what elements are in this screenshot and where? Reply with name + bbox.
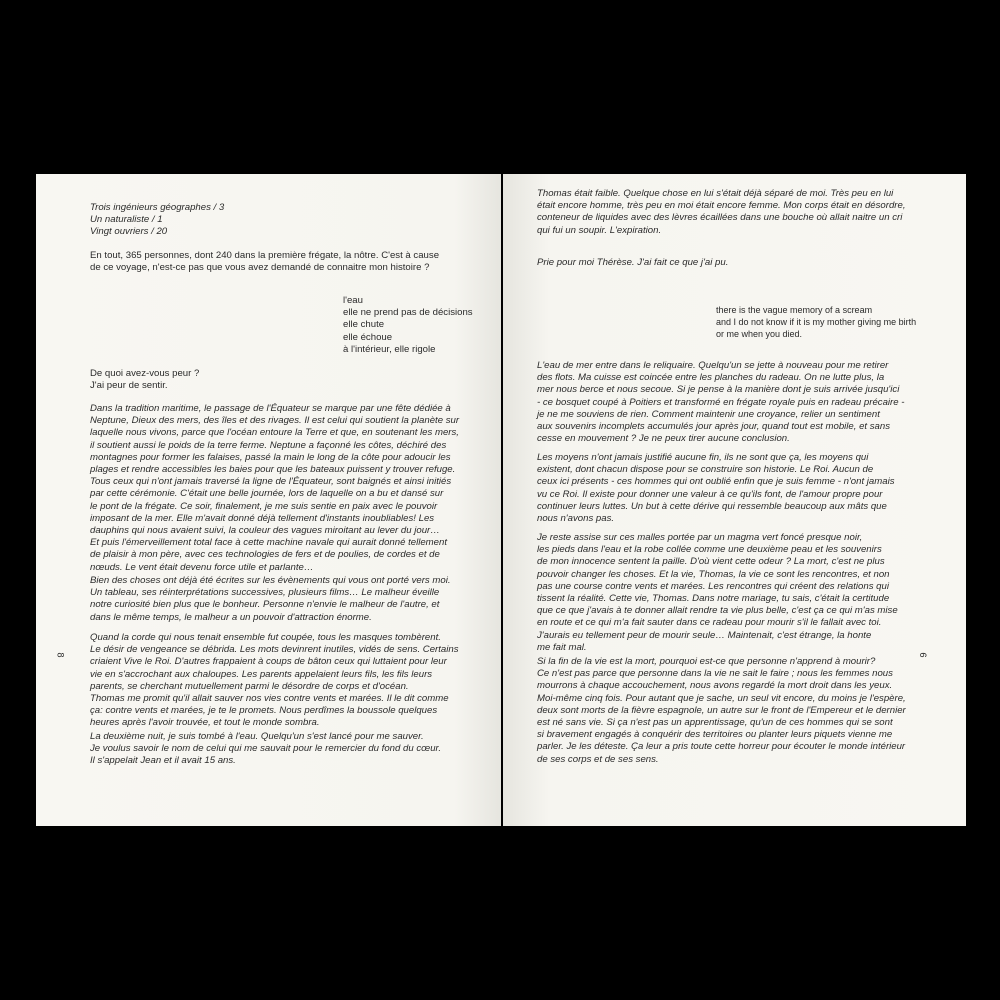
right-page (503, 174, 966, 826)
paragraph: Prie pour moi Thérèse. J'ai fait ce que j'ai pu. (537, 257, 729, 268)
paragraph: Thomas était faible. Quelque chose en lui s'était déjà séparé de moi. Très peu en lui était encore homme, très peu en moi était encore femme. Mon corps était en désordre, conteneur de liquides avec des lèvres écaillées dans une bouche où allait naitre un cri qui fui un soupir. L'expiration. (537, 188, 906, 236)
paragraph: Dans la tradition maritime, le passage de l'Équateur se marque par une fête dédiée à Neptune, Dieux des mers, des îles et des rivages. Il est celui qui soutient la planète sur laquelle nous vivons, parce que l'océan entoure la Terre et que, en soutenant les mers, il soutient aussi le poids de la terre ferme. Neptune a façonné les côtes, déchiré des montagnes pour former les falaises, passé la main le long de la côte pour adoucir les plages et rendre accessibles les baies pour que les bateaux puissent y trouver refuge. Tous ceux qui n'ont jamais traversé la ligne de l'Équateur, sont baignés et ainsi initiés par cette cérémonie. C'était une belle journée, lors de laquelle on a bu et dansé sur le pont de la frégate. Ce soir, finalement, je me suis sentie en paix avec le pouvoir imposant de la mer. Elle m'avait donné déjà tellement d'instants inoubliables! Les dauphins qui nous avaient suivi, la couleur des vagues miroitant au lever du jour… Et puis l'émerveillement total face à cette machine navale qui aurait donné tellement de plaisir à mon père, avec ces technologies de fers et de poulies, de cordes et de nœuds. Le vent était devenu force utile et parlante… (90, 403, 460, 573)
paragraph: En tout, 365 personnes, dont 240 dans la première frégate, la nôtre. C'est à cause de ce voyage, n'est-ce pas que vous avez demandé de connaitre mon histoire ? (90, 250, 440, 274)
paragraph: Quand la corde qui nous tenait ensemble fut coupée, tous les masques tombèrent. Le désir de vengeance se débrida. Les mots devinrent inutiles, vidés de sens. Certains criaient Vive le Roi. D'autres frappaient à coups de bâton ceux qui luttaient pour leur vie en s'accrochant aux chaloupes. Les parents appelaient leurs fils, les fils leurs parents, se cherchant mutuellement parmi le désordre de corps et d'océan. Thomas me promit qu'il allait sauver nos vies contre vents et marées. Il le dit comme ça: contre vents et marées, je te le promets. Nous perdîmes la boussole quelques heures après l'avoir trouvée, et tout le monde sombra. (90, 632, 459, 729)
paragraph: Bien des choses ont déjà été écrites sur les évènements qui vous ont porté vers moi. Un tableau, ses réinterprétations successives, plusieurs films… Le malheur éveille notre curiosité bien plus que le bonheur. Personne n'envie le malheur de l'autre, et dans le même temps, le malheur a un pouvoir d'attraction énorme. (90, 575, 451, 623)
page-number: 9 (918, 652, 929, 658)
page-number: 8 (55, 652, 66, 658)
crew-line: Trois ingénieurs géographes / 3 (90, 202, 225, 213)
paragraph: La deuxième nuit, je suis tombé à l'eau. Quelqu'un s'est lancé pour me sauver. Je voulus savoir le nom de celui qui me sauvait pour le remercier du fond du cœur. Il s'appelait Jean et il avait 15 ans. (90, 731, 442, 767)
crew-line: Un naturaliste / 1 (90, 214, 163, 226)
paragraph: Les moyens n'ont jamais justifié aucune fin, ils ne sont que ça, les moyens qui existent, dont chacun dispose pour se construire son historie. Le Roi. Aucun de ceux ici présents - ces hommes qui ont oublié enfin que je suis femme - n'ont jamais vu ce Roi. Il existe pour donner une valeur à ce qu'ils font, de l'amour propre pour continuer leurs luttes. Un but à cette dérive qui ressemble beaucoup aux mâts que nous n'avons pas. (537, 452, 895, 525)
paragraph: L'eau de mer entre dans le reliquaire. Quelqu'un se jette à nouveau pour me retirer des flots. Ma cuisse est coincée entre les planches du radeau. On ne lutte plus, la mer nous berce et nous secoue. Si je pense à la manière dont je suis arrivée jusqu'ici - ce bosquet coupé à Poitiers et transformé en frégate royale puis en radeau précaire - je ne me souviens de rien. Comment maintenir une croyance, relier un sentiment aux souvenirs incomplets accumulés jour après jour, quand tout est mobile, et sans cesse en mouvement ? Je ne peux tirer aucune conclusion. (537, 360, 905, 445)
paragraph: Je reste assise sur ces malles portée par un magma vert foncé presque noir, les pieds dans l'eau et la robe collée comme une deuxième peau et les souvenirs de mon innocence sentent la paille. D'où vient cette odeur ? La mort, c'est ne plus pouvoir changer les choses. Et la vie, Thomas, la vie ce sont les rencontres, et non pas une course contre vents et marées. Les rencontres qui créent des relations qui tissent la réalité. Cette vie, Thomas. Dans notre mariage, tu sais, c'était la certitude que ce que j'avais à te donner allait rendre ta vie plus belle, c'est ça ce qui m'as mise en route et ce qui m'a fait sauter dans ce radeau pour mourir s'il le fallait avec toi. J'aurais eu tellement peur de mourir seule… Maintenait, c'est étrange, la honte me fait mal. (537, 532, 898, 653)
dialogue: De quoi avez-vous peur ? J'ai peur de sentir. (90, 368, 200, 392)
left-page (36, 174, 501, 826)
crew-line: Vingt ouvriers / 20 (90, 226, 168, 238)
crew-list (90, 202, 224, 239)
english-verse: there is the vague memory of a scream and I do not know if it is my mother giving me birth or me when you died. (716, 305, 917, 340)
poem: l'eau elle ne prend pas de décisions elle chute elle échoue à l'intérieur, elle rigole (343, 295, 473, 355)
paragraph: Si la fin de la vie est la mort, pourquoi est-ce que personne n'apprend à mourir? Ce n'est pas parce que personne dans la vie ne sait le faire ; nous les femmes nous mourrons à chaque accouchement, nous avons regardé la mort droit dans les yeux. Moi-même cinq fois. Pour autant que je sache, un seul vit encore, du moins je l'espère, deux sont morts de la fièvre espagnole, un autre sur le front de l'Empereur et le dernier est né sans vie. Si ça n'est pas un apprentissage, qu'un de ces hommes qui se sont si bravement engagés à conquérir des territoires ou planter leurs piquets vienne me parler. Je les déteste. Ça leur a pris toute cette horreur pour écouter le monde intérieur de ses corps et de ses sens. (537, 656, 906, 765)
